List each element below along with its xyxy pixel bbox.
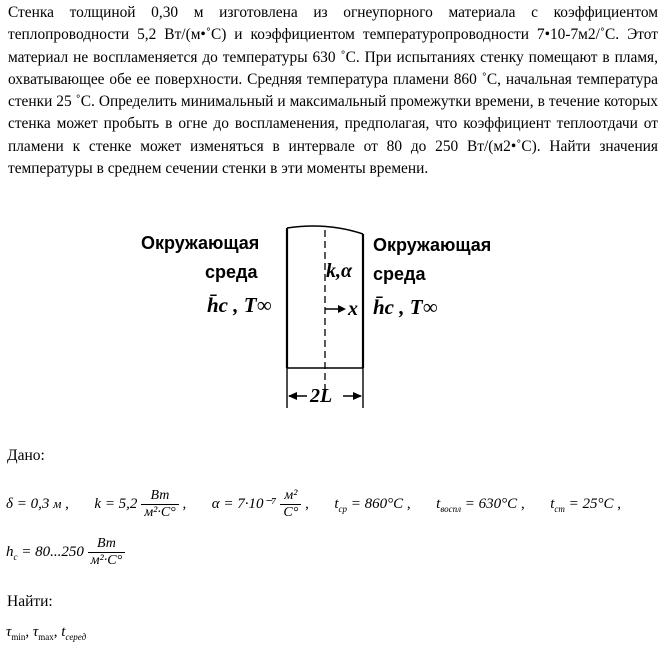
alpha-units-den: С° (283, 505, 299, 520)
x-axis-arrowhead (338, 305, 346, 313)
given-t-st: $t_{ст}$ (550, 495, 565, 514)
given-delta: δ = 0,3 (6, 495, 50, 512)
comma: , (65, 495, 69, 512)
h-units-num: Вт (88, 536, 126, 553)
thickness-label: 2L (310, 385, 333, 407)
given-h: $h_с$ (6, 543, 18, 562)
problem-text: Стенка толщиной 0,30 м изготовлена из огнеупорного материала с коэффициентом теплопроводности 5,2 Вт/(м•˚С) и коэффициентом температуропроводности 7•10-7м2/˚С. Этот материал не воспламеняется до температуры 630 ˚С. При испытаниях стенку помещают в пламя, охватывающее обе ее поверхности. Средняя температура пламени 860 ˚С, начальная температура стенки 25 ˚С. Определить минимальный и максимальный промежутки времени, в течение которых стенка может пробыть в огне до воспламенения, предполагая, что коэффициент теплоотдачи от пламени к стенке может изменяться в интервале от 80 до 250 Вт/(м2•˚С). Найти значения температуры в среднем сечении стенки в эти моменты времени. (8, 4, 658, 178)
given-t-vospl-value: = 630°С (464, 495, 518, 512)
given-t-cp: $t_{ср}$ (334, 495, 348, 514)
given-alpha-units (280, 488, 301, 521)
given-row-1: δ = 0,3 м , k = 5,2 $\frac{Вт}{\text{м²·С°}}$ , α = 7·10⁻⁷ $\frac{\text{м²}}{С^\circ}$ , $t_{ср} = 860^\circ С$ , $t_{воспл} = 630^\circ С$ , $t_{ст} = 25^\circ С$ , (6, 488, 621, 520)
left-env-symbols: h̄c , T∞ (207, 293, 272, 317)
k-units-num: Вт (141, 488, 179, 505)
right-env-symbols: h̄c , T∞ (373, 295, 438, 319)
dim-arrow-right (353, 392, 362, 400)
material-label: k,α (326, 260, 353, 282)
wall-diagram-svg (127, 218, 539, 428)
find-t-mid: $t_{серед}$ (61, 624, 87, 642)
given-heading: Дано: (7, 447, 45, 464)
given-t-cp-value: = 860°С (350, 495, 404, 512)
left-env-label-2: среда (205, 262, 258, 282)
problem-statement (8, 2, 658, 180)
given-delta-unit: м (53, 495, 62, 511)
left-env-label-1: Окружающая (141, 233, 260, 253)
given-t-vospl: $t_{воспл}$ (436, 495, 462, 514)
given-k: k = 5,2 (94, 495, 138, 512)
given-row-2 (6, 536, 125, 569)
given-h-units (88, 536, 126, 569)
alpha-units-num: м² (280, 488, 301, 505)
find-tau-min: $\tau_{min}$ (6, 624, 26, 642)
given-h-value: = 80...250 (21, 543, 84, 560)
given-alpha: α = 7·10⁻⁷ (211, 495, 277, 512)
given-t-st-value: = 25°С (568, 495, 614, 512)
k-units-den: м²·С° (144, 505, 176, 520)
right-env-label-2: среда (373, 264, 426, 284)
find-heading: Найти: (7, 593, 53, 610)
given-k-units (141, 488, 179, 521)
dim-arrow-left (288, 392, 297, 400)
wall-diagram (127, 218, 539, 428)
h-units-den: м²·С° (90, 553, 123, 568)
axis-label: x (348, 298, 358, 320)
find-row: $\tau_{min}$, $\tau_{max}$, $t_{серед}$ (6, 624, 87, 642)
find-tau-max: $\tau_{max}$ (32, 624, 54, 642)
right-env-label-1: Окружающая (373, 235, 492, 255)
